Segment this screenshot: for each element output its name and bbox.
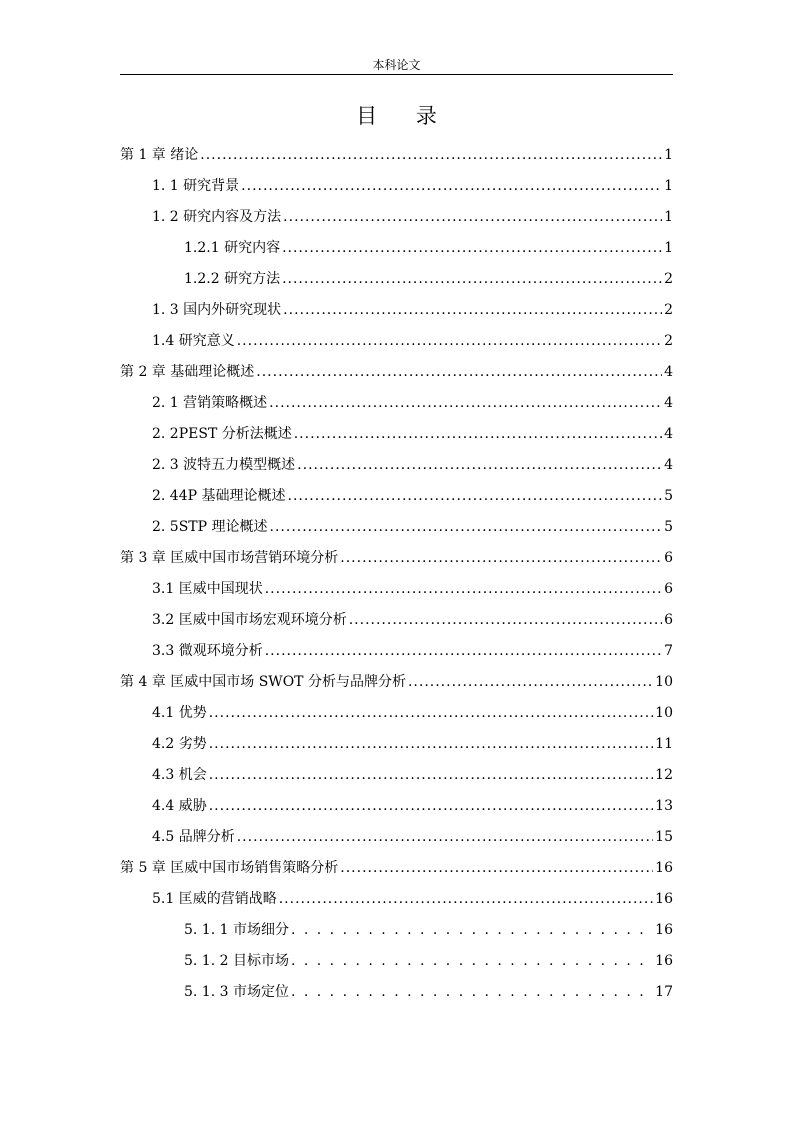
toc-entry-label: 2. 2PEST 分析法概述	[152, 426, 292, 442]
dot-leader	[265, 636, 662, 667]
toc-entry-page: 4	[664, 457, 673, 473]
toc-entry-label: 1. 3 国内外研究现状	[152, 302, 282, 318]
dot-leader	[269, 388, 662, 419]
toc-entry-page: 10	[655, 705, 673, 721]
toc-entry-label: 4.4 威胁	[152, 798, 207, 814]
toc-entry-label: 1.4 研究意义	[152, 333, 235, 349]
header-rule	[120, 74, 673, 75]
toc-entry[interactable]	[120, 574, 673, 605]
toc-entry-page: 4	[664, 364, 673, 380]
toc-entry-label: 3.2 匡威中国市场宏观环境分析	[152, 612, 347, 628]
toc-entry[interactable]	[120, 698, 673, 729]
toc-entry[interactable]	[120, 884, 673, 915]
dot-leader	[282, 264, 662, 295]
toc-entry-label: 3.3 微观环境分析	[152, 643, 263, 659]
toc-entry-label: 3.1 匡威中国现状	[152, 581, 263, 597]
toc-entry-label: 2. 1 营销策略概述	[152, 395, 268, 411]
toc-entry-page: 1	[664, 240, 673, 256]
toc-entry[interactable]	[120, 853, 673, 884]
dot-leader	[297, 450, 662, 481]
toc-entry[interactable]	[120, 946, 673, 977]
dot-leader	[349, 605, 662, 636]
toc-entry-page: 6	[664, 581, 673, 597]
toc-entry-page: 13	[655, 798, 673, 814]
toc-entry-label: 4.5 品牌分析	[152, 829, 235, 845]
toc-entry[interactable]	[120, 233, 673, 264]
toc-entry-label: 第 1 章 绪论	[120, 147, 199, 163]
toc-entry-label: 5.1 匡威的营销战略	[152, 891, 277, 907]
toc-entry-label: 4.2 劣势	[152, 736, 207, 752]
toc-entry-page: 12	[655, 767, 673, 783]
dot-leader	[283, 295, 662, 326]
toc-entry[interactable]	[120, 171, 673, 202]
toc-entry-page: 5	[664, 488, 673, 504]
toc-entry-label: 第 4 章 匡威中国市场 SWOT 分析与品牌分析	[120, 674, 406, 690]
toc-entry-page: 16	[655, 860, 673, 876]
dot-leader	[288, 481, 663, 512]
toc-entry-page: 4	[664, 426, 673, 442]
toc-entry[interactable]	[120, 140, 673, 171]
toc-entry-page: 16	[655, 891, 673, 907]
toc-entry-label: 第 2 章 基础理论概述	[120, 364, 255, 380]
toc-entry[interactable]	[120, 636, 673, 667]
toc-entry[interactable]	[120, 264, 673, 295]
dot-leader	[241, 171, 662, 202]
toc-entry[interactable]	[120, 388, 673, 419]
running-header: 本科论文	[372, 58, 421, 72]
dot-leader	[408, 667, 653, 698]
dot-leader	[291, 946, 653, 977]
dot-leader	[283, 202, 662, 233]
toc-entry-page: 10	[655, 674, 673, 690]
dot-leader	[340, 853, 653, 884]
toc-entry-page: 17	[655, 984, 673, 1000]
dot-leader	[294, 419, 662, 450]
toc-entry[interactable]	[120, 202, 673, 233]
toc-entry-label: 1. 2 研究内容及方法	[152, 209, 282, 225]
toc-entry[interactable]	[120, 667, 673, 698]
table-of-contents	[120, 140, 673, 1008]
dot-leader	[209, 760, 653, 791]
toc-entry-page: 5	[664, 519, 673, 535]
toc-entry-label: 1.2.2 研究方法	[184, 271, 281, 287]
dot-leader	[279, 884, 653, 915]
toc-entry[interactable]	[120, 605, 673, 636]
toc-entry[interactable]	[120, 357, 673, 388]
dot-leader	[237, 822, 653, 853]
toc-entry[interactable]	[120, 760, 673, 791]
toc-entry[interactable]	[120, 450, 673, 481]
dot-leader	[270, 512, 663, 543]
toc-entry-page: 2	[664, 271, 673, 287]
toc-title: 目 录	[356, 104, 453, 128]
dot-leader	[200, 140, 662, 171]
dot-leader	[209, 729, 653, 760]
toc-entry[interactable]	[120, 295, 673, 326]
dot-leader	[237, 326, 662, 357]
toc-entry[interactable]	[120, 543, 673, 574]
dot-leader	[265, 574, 662, 605]
toc-entry-page: 4	[664, 395, 673, 411]
toc-entry[interactable]	[120, 326, 673, 357]
toc-entry[interactable]	[120, 729, 673, 760]
dot-leader	[282, 233, 662, 264]
toc-entry[interactable]	[120, 977, 673, 1008]
toc-entry-page: 1	[664, 178, 673, 194]
toc-entry-page: 11	[655, 736, 673, 752]
toc-entry-page: 1	[664, 209, 673, 225]
dot-leader	[256, 357, 662, 388]
toc-entry[interactable]	[120, 512, 673, 543]
toc-entry-label: 5. 1. 2 目标市场	[184, 953, 289, 969]
toc-entry-page: 16	[655, 953, 673, 969]
toc-entry-label: 第 3 章 匡威中国市场营销环境分析	[120, 550, 339, 566]
dot-leader	[291, 915, 653, 946]
toc-entry-label: 2. 44P 基础理论概述	[152, 488, 286, 504]
toc-entry-label: 5. 1. 3 市场定位	[184, 984, 289, 1000]
toc-entry[interactable]	[120, 791, 673, 822]
toc-entry-page: 1	[664, 147, 673, 163]
dot-leader	[340, 543, 662, 574]
toc-entry-label: 第 5 章 匡威中国市场销售策略分析	[120, 860, 339, 876]
toc-entry-page: 16	[655, 922, 673, 938]
toc-entry-label: 5. 1. 1 市场细分	[184, 922, 289, 938]
toc-entry-label: 2. 5STP 理论概述	[152, 519, 268, 535]
dot-leader	[291, 977, 653, 1008]
toc-entry-label: 1. 1 研究背景	[152, 178, 240, 194]
toc-entry-page: 7	[664, 643, 673, 659]
toc-entry-label: 4.1 优势	[152, 705, 207, 721]
toc-entry-page: 2	[664, 333, 673, 349]
toc-entry-label: 2. 3 波特五力模型概述	[152, 457, 296, 473]
toc-entry-label: 1.2.1 研究内容	[184, 240, 281, 256]
dot-leader	[209, 698, 653, 729]
toc-entry[interactable]	[120, 419, 673, 450]
toc-entry-page: 6	[664, 612, 673, 628]
toc-entry[interactable]	[120, 915, 673, 946]
toc-entry-label: 4.3 机会	[152, 767, 207, 783]
toc-entry[interactable]	[120, 822, 673, 853]
toc-entry[interactable]	[120, 481, 673, 512]
dot-leader	[209, 791, 653, 822]
toc-entry-page: 6	[664, 550, 673, 566]
toc-entry-page: 2	[664, 302, 673, 318]
toc-entry-page: 15	[655, 829, 673, 845]
